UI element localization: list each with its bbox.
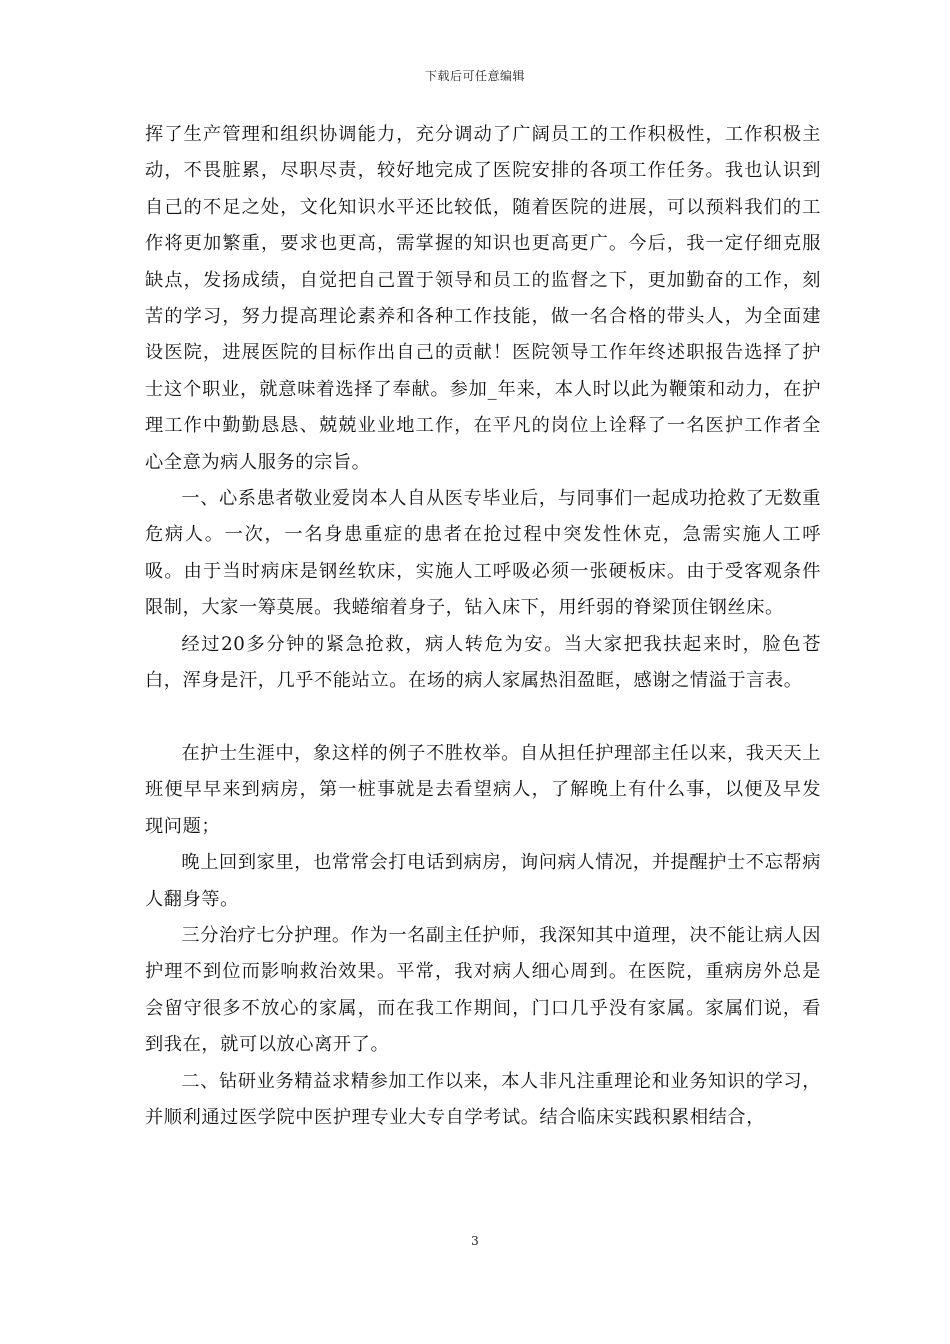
paragraph-3: 经过20多分钟的紧急抢救，病人转危为安。当大家把我扶起来时，脸色苍白，浑身是汗，几乎不能站立。在场的病人家属热泪盈眶，感谢之情溢于言表。 [145, 633, 821, 692]
paragraph-4: 在护士生涯中，象这样的例子不胜枚举。自从担任护理部主任以来，我天天上班便早早来到病房，第一桩事就是去看望病人，了解晚上有什么事，以便及早发现问题； [145, 742, 821, 837]
paragraph-5: 晚上回到家里，也常常会打电话到病房，询问病人情况，并提醒护士不忘帮病人翻身等。 [145, 852, 821, 910]
page-number: 3 [471, 1234, 479, 1248]
blank-line [145, 700, 821, 736]
paragraph-2: 一、心系患者敬业爱岗本人自从医专毕业后，与同事们一起成功抢救了无数重危病人。一次，一名身患重症的患者在抢过程中突发性休克，急需实施人工呼吸。由于当时病床是钢丝软床，实施人工呼吸必须一张硬板床。由于受客观条件限制，大家一筹莫展。我蜷缩着身子，钻入床下，用纤弱的脊梁顶住钢丝床。 [145, 488, 821, 619]
paragraph-1: 挥了生产管理和组织协调能力，充分调动了广阔员工的工作积极性，工作积极主动，不畏脏累，尽职尽责，较好地完成了医院安排的各项工作任务。我也认识到自己的不足之处，文化知识水平还比较低，随着医院的进展，可以预料我们的工作将更加繁重，要求也更高，需掌握的知识也更高更广。今后，我一定仔细克服缺点，发扬成绩，自觉把自己置于领导和员工的监督之下，更加勤奋的工作，刻苦的学习，努力提高理论素养和各种工作技能，做一名合格的带头人，为全面建设医院，进展医院的目标作出自己的贡献！医院领导工作年终述职报告选择了护士这个职业，就意味着选择了奉献。参加_年来，本人时以此为鞭策和动力，在护理工作中勤勤恳恳、兢兢业业地工作，在平凡的岗位上诠释了一名医护工作者全心全意为病人服务的宗旨。 [145, 124, 821, 473]
page-header: 下载后可任意编辑 [424, 69, 525, 83]
paragraph-7: 二、钻研业务精益求精参加工作以来，本人非凡注重理论和业务知识的学习，并顺利通过医学院中医护理专业大专自学考试。结合临床实践积累相结合， [145, 1070, 821, 1128]
document-body [145, 117, 821, 1136]
paragraph-6: 三分治疗七分护理。作为一名副主任护师，我深知其中道理，决不能让病人因护理不到位而影响救治效果。平常，我对病人细心周到。在医院，重病房外总是会留守很多不放心的家属，而在我工作期间，门口几乎没有家属。家属们说，看到我在，就可以放心离开了。 [145, 924, 821, 1056]
